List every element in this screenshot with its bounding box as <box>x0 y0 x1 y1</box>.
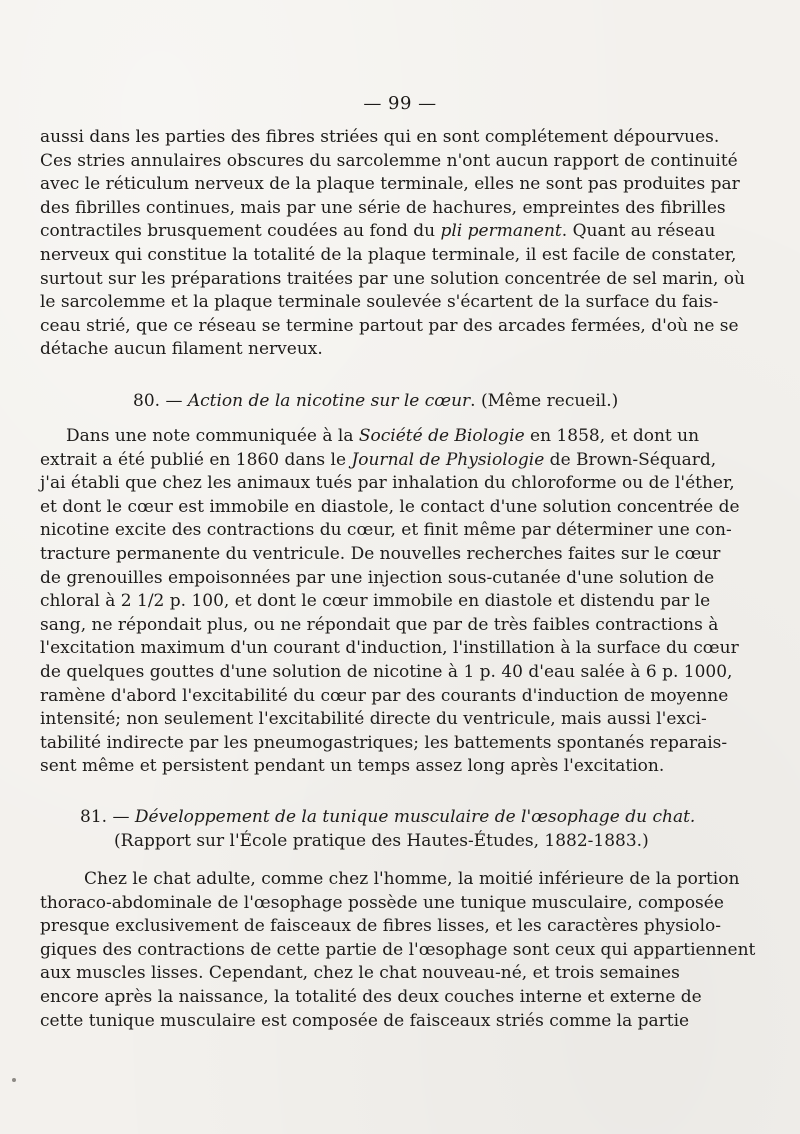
text-line: nerveux qui constitue la totalité de la plaque terminale, il est facile de constater, <box>40 244 737 265</box>
text-line: avec le réticulum nerveux de la plaque terminale, elles ne sont pas produites par <box>40 174 740 195</box>
section-source: . (Même recueil.) <box>470 391 619 411</box>
text-line: presque exclusivement de faisceaux de fibres lisses, et les caractères physiolo- <box>40 916 722 937</box>
text-fragment: . Quant au réseau <box>561 221 716 242</box>
text-line <box>40 425 700 449</box>
section-heading-80 <box>133 389 618 413</box>
text-line: de grenouilles empoisonnées par une injection sous-cutanée d'une solution de <box>40 567 715 588</box>
text-line: cette tunique musculaire est composée de faisceaux striés comme la partie <box>40 1010 690 1031</box>
text-line: Chez le chat adulte, comme chez l'homme, la moitié inférieure de la portion <box>84 869 740 889</box>
text-line: sent même et persistent pendant un temps assez long après l'excitation. <box>40 756 665 777</box>
text-fragment: Dans une note communiquée à la <box>66 426 359 446</box>
paper-speck <box>12 1078 16 1082</box>
section-source: (Rapport sur l'École pratique des Hautes-Études, 1882-1883.) <box>114 831 649 851</box>
text-line: j'ai établi que chez les animaux tués par inhalation du chloroforme ou de l'éther, <box>40 473 735 494</box>
text-fragment: en 1858, et dont un <box>524 426 700 446</box>
page-number: — 99 — <box>363 93 437 114</box>
text-fragment: contractiles brusquement coudées au fond du <box>40 221 441 242</box>
paragraph-80 <box>40 425 740 779</box>
section-number: 80. — <box>133 391 188 411</box>
text-line: ceau strié, que ce réseau se termine partout par des arcades fermées, d'où ne se <box>40 315 739 336</box>
text-line: et dont le cœur est immobile en diastole, le contact d'une solution concentrée de <box>40 496 740 517</box>
section-title: Action de la nicotine sur le cœur <box>187 391 471 411</box>
text-line: intensité; non seulement l'excitabilité directe du ventricule, mais aussi l'exci- <box>40 709 707 730</box>
text-line: sang, ne répondait plus, ou ne répondait que par de très faibles contractions à <box>40 614 719 635</box>
text-line: nicotine excite des contractions du cœur, et finit même par déterminer une con- <box>40 520 732 541</box>
text-fragment: extrait a été publié en 1860 dans le <box>40 449 352 470</box>
text-line: tracture permanente du ventricule. De nouvelles recherches faites sur le cœur <box>40 543 721 564</box>
paragraph-79-continuation <box>40 126 745 362</box>
text-line: aux muscles lisses. Cependant, chez le chat nouveau-né, et trois semaines <box>40 963 680 984</box>
paragraph-81 <box>40 868 756 1033</box>
text-line: détache aucun filament nerveux. <box>40 339 323 360</box>
text-line: des fibrilles continues, mais par une série de hachures, empreintes des fibrilles <box>40 197 726 218</box>
italic-term: pli permanent <box>440 221 562 242</box>
text-fragment: de Brown-Séquard, <box>544 449 717 470</box>
section-heading-81 <box>80 805 695 829</box>
text-line: surtout sur les préparations traitées par une solution concentrée de sel marin, où <box>40 268 745 289</box>
text-line: le sarcolemme et la plaque terminale soulevée s'écartent de la surface du fais- <box>40 292 719 313</box>
text-line: l'excitation maximum d'un courant d'induction, l'instillation à la surface du cœur <box>40 638 739 659</box>
italic-term: Journal de Physiologie <box>351 449 545 470</box>
text-line <box>40 449 717 473</box>
text-line: chloral à 2 1/2 p. 100, et dont le cœur immobile en diastole et distendu par le <box>40 591 711 612</box>
text-line <box>40 220 716 244</box>
italic-term: Société de Biologie <box>358 426 525 446</box>
text-line: giques des contractions de cette partie de l'œsophage sont ceux qui appartiennent <box>40 939 756 960</box>
text-line: aussi dans les parties des fibres striées qui en sont complétement dépourvues. <box>40 127 720 147</box>
section-title: Développement de la tunique musculaire de l'œsophage du chat. <box>134 807 696 827</box>
section-number: 81. — <box>80 807 135 827</box>
text-line: tabilité indirecte par les pneumogastriques; les battements spontanés reparais- <box>40 732 728 753</box>
text-line: Ces stries annulaires obscures du sarcolemme n'ont aucun rapport de continuité <box>40 150 738 171</box>
text-line: de quelques gouttes d'une solution de nicotine à 1 p. 40 d'eau salée à 6 p. 1000, <box>40 661 733 682</box>
text-line: ramène d'abord l'excitabilité du cœur par des courants d'induction de moyenne <box>40 685 729 706</box>
text-line: encore après la naissance, la totalité des deux couches interne et externe de <box>40 986 702 1007</box>
text-line: thoraco-abdominale de l'œsophage possède une tunique musculaire, composée <box>40 892 724 913</box>
